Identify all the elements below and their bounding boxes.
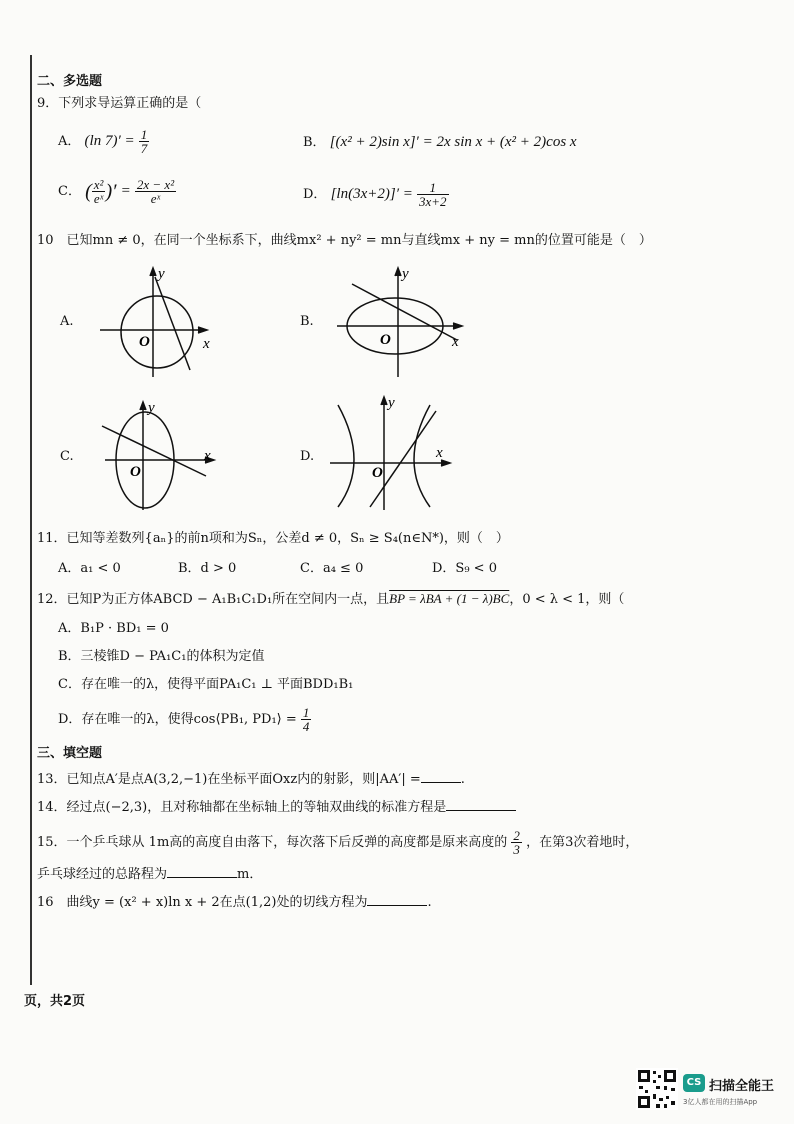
q10-graph-c	[100, 398, 220, 513]
q10-graph-a	[95, 262, 225, 382]
section-heading-fill: 三、填空题	[37, 746, 103, 761]
section-heading-multi: 二、多选题	[37, 74, 103, 89]
watermark-title: 扫描全能王	[709, 1079, 775, 1094]
svg-text:O: O	[380, 332, 391, 348]
q9-option-b	[303, 135, 577, 150]
q9-b-label: B．	[303, 135, 326, 150]
margin-line	[30, 55, 32, 985]
camscanner-logo-icon: CS	[683, 1074, 705, 1092]
q12-d-frac: $\frac{1}{4}$	[302, 705, 310, 734]
q9-a-expr: (ln 7)′ =	[84, 133, 135, 149]
q10-graph-d	[330, 395, 460, 515]
q12-option-a: A．B₁P · BD₁ = 0	[58, 621, 169, 636]
q13-answer-blank[interactable]	[421, 770, 461, 783]
q9-b-expr: [(x² + 2)sin x]′ = 2x sin x + (x² + 2)cos x	[329, 134, 577, 150]
svg-text:O: O	[372, 465, 383, 481]
q10-d-label: D.	[300, 449, 315, 464]
q15-line1: 15．一个乒乓球从 1m高的高度自由落下，每次落下后反弹的高度都是原来高度的 $\frac{2}{3}$ ，在第3次着地时，	[37, 828, 639, 857]
svg-text:x: x	[204, 448, 211, 464]
q9-option-a	[58, 128, 149, 155]
q11-option-a: A．a₁ < 0	[58, 561, 121, 576]
q10-b-label: B.	[300, 314, 314, 329]
svg-text:y: y	[148, 400, 155, 416]
q9-option-c: C． ( $\frac{\text{x²}}{\text{eˣ}}$ )′ = $\frac{\text{2x − x²}}{\text{eˣ}}$	[58, 177, 175, 206]
q9-a-frac: $\frac{1}{7}$	[140, 127, 148, 156]
svg-text:x: x	[436, 445, 443, 461]
q9-d-label: D．	[303, 187, 327, 202]
q12-option-b: B．三棱锥D − PA₁C₁的体积为定值	[58, 649, 265, 664]
svg-text:y: y	[388, 395, 395, 411]
q15-line2: 乒乓球经过的总路程为 m．	[37, 867, 263, 882]
svg-text:O: O	[130, 464, 141, 480]
q12-vector-expr: BP = λBA + (1 − λ)BC	[389, 591, 510, 606]
q9-stem: 9．下列求导运算正确的是（	[37, 96, 202, 111]
q9-option-d	[303, 181, 449, 208]
q9-c-label: C．	[58, 184, 81, 199]
svg-text:O: O	[139, 334, 150, 350]
svg-text:y: y	[402, 266, 409, 282]
svg-text:x: x	[203, 336, 210, 352]
page-footer: 页，共2页	[24, 994, 86, 1009]
q10-stem: 10 已知mn ≠ 0，在同一个坐标系下，曲线mx² + ny² = mn与直线mx + ny = mn的位置可能是（ ）	[37, 233, 652, 248]
svg-text:x: x	[452, 334, 459, 350]
q15-frac: $\frac{2}{3}$	[513, 828, 520, 857]
q14-answer-blank[interactable]	[446, 798, 516, 811]
q9-d-expr: [ln(3x+2)]′ =	[330, 186, 413, 202]
q11-option-d: D．S₉ < 0	[432, 561, 497, 576]
q10-c-label: C.	[60, 449, 74, 464]
svg-text:y: y	[158, 266, 165, 282]
q14: 14．经过点(−2,3)，且对称轴都在坐标轴上的等轴双曲线的标准方程是	[37, 798, 516, 814]
q13: 13．已知点A′是点A(3,2,−1)在坐标平面Oxz内的射影，则|AA′| = .	[37, 772, 465, 787]
q16-answer-blank[interactable]	[367, 893, 427, 906]
q12-option-d: D．存在唯一的λ，使得cos⟨PB₁, PD₁⟩ = $\frac{1}{4}$	[58, 705, 310, 734]
q15-answer-blank[interactable]	[167, 865, 237, 878]
q9-c-rfrac: $\frac{\text{2x − x²}}{\text{eˣ}}$	[136, 177, 175, 206]
q9-a-label: A．	[58, 134, 81, 149]
q11-stem: 11．已知等差数列{aₙ}的前n项和为Sₙ，公差d ≠ 0，Sₙ ≥ S₄(n∈N*)，则（ ）	[37, 531, 509, 546]
qr-code-icon	[636, 1068, 678, 1110]
q9-d-frac: $\frac{1}{3x+2}$	[418, 180, 447, 209]
q11-option-b: B．d > 0	[178, 561, 237, 576]
q16: 16 曲线y = (x² + x)ln x + 2在点(1,2)处的切线方程为 .	[37, 895, 432, 910]
q10-graph-b	[332, 262, 472, 382]
q9-c-lfrac: $\frac{\text{x²}}{\text{eˣ}}$	[93, 177, 104, 206]
q12-option-c: C．存在唯一的λ，使得平面PA₁C₁ ⊥ 平面BDD₁B₁	[58, 677, 354, 692]
watermark-subtitle: 3亿人都在用的扫描App	[683, 1098, 758, 1106]
q12-stem: 12．已知P为正方体ABCD − A₁B₁C₁D₁所在空间内一点，且BP = λBA + (1 − λ)BC，0 < λ < 1，则（	[37, 591, 625, 607]
q11-option-c: C．a₄ ≤ 0	[300, 561, 364, 576]
q10-a-label: A.	[60, 314, 74, 329]
